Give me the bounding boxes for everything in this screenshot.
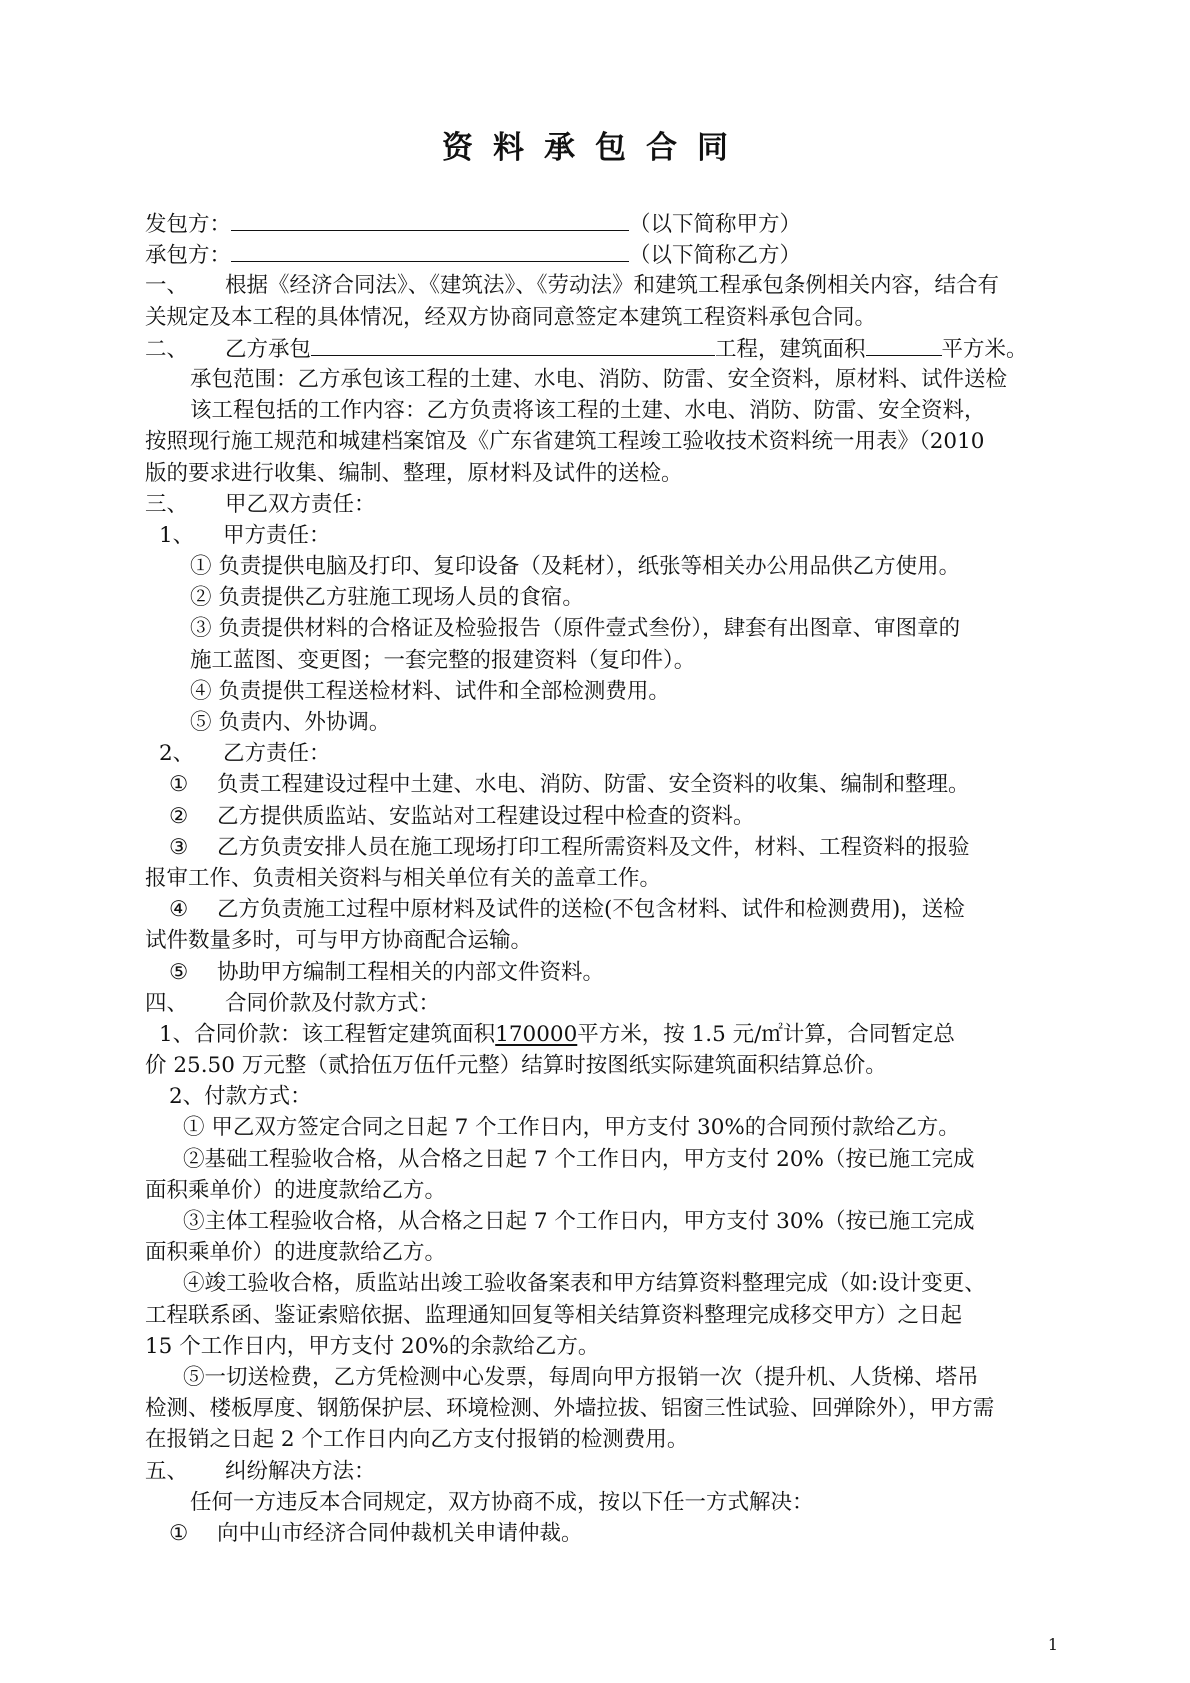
section-5-number: 五、 [145,1458,189,1484]
section-2-number: 二、 [145,336,189,362]
party-b-duty-cont: 试件数量多时，可与甲方协商配合运输。 [145,928,533,954]
payment-item-3-cont: 面积乘单价）的进度款给乙方。 [145,1240,447,1266]
section-1-cont: 关规定及本工程的具体情况，经双方协商同意签定本建筑工程资料承包合同。 [145,304,877,330]
item-marker: ① [169,1520,189,1546]
party-b-duty-heading [145,738,1063,769]
contract-price-text-a: 1、合同价款：该工程暂定建筑面积 [159,1021,496,1047]
payment-item-4-cont: 15 个工作日内，甲方支付 20%的余款给乙方。 [145,1333,600,1359]
work-line-1: 该工程包括的工作内容：乙方负责将该工程的土建、水电、消防、防雷、安全资料， [190,398,986,424]
payment-item-4-cont: 工程联系函、鉴证索赔依据、监理通知回复等相关结算资料整理完成移交甲方）之日起 [145,1302,963,1328]
item-text: 向中山市经济合同仲裁机关申请仲裁。 [217,1520,583,1546]
party-a-duty-item: ① 负责提供电脑及打印、复印设备（及耗材），纸张等相关办公用品供乙方使用。 [190,554,961,580]
payment-item-4: ④竣工验收合格，质监站出竣工验收备案表和甲方结算资料整理完成（如:设计变更、 [183,1271,986,1297]
party-b-duty-item [145,894,1063,925]
party-b-duty-item [145,801,1063,832]
work-line-2: 按照现行施工规范和城建档案馆及《广东省建筑工程竣工验收技术资料统一用表》（2010 [145,429,985,455]
item-marker: ③ [169,834,189,860]
party-a-duty-item: ④ 负责提供工程送检材料、试件和全部检测费用。 [190,678,670,704]
payment-item-5-cont: 在报销之日起 2 个工作日内向乙方支付报销的检测费用。 [145,1427,689,1453]
section-1-text: 根据《经济合同法》、《建筑法》、《劳动法》和建筑工程承包条例相关内容，结合有 [225,273,1000,299]
area-blank [866,333,942,356]
section-5-line [145,1456,1063,1487]
party-b-label: 承包方： [145,243,232,269]
work-line-3: 版的要求进行收集、编制、整理，原材料及试件的送检。 [145,460,683,486]
party-b-duty-number: 2、 [159,741,195,767]
page-number: 1 [1047,1635,1058,1654]
party-a-duty-title: 甲方责任： [223,522,331,548]
contract-price-cont: 价 25.50 万元整（贰拾伍万伍仟元整）结算时按图纸实际建筑面积结算总价。 [145,1053,887,1079]
dispute-text: 任何一方违反本合同规定，双方协商不成，按以下任一方式解决： [190,1489,814,1515]
item-text: 乙方负责施工过程中原材料及试件的送检(不包含材料、试件和检测费用)，送检 [217,897,965,923]
payment-method-heading: 2、付款方式： [169,1084,312,1110]
document-title: 资料承包合同 [442,130,748,166]
section-4-number: 四、 [145,990,189,1016]
contract-area-value: 170000 [495,1021,578,1047]
project-name-blank [311,333,715,356]
contract-price-text-b: 平方米，按 1.5 元/㎡计算，合同暂定总 [577,1021,955,1047]
item-text: 协助甲方编制工程相关的内部文件资料。 [217,959,605,985]
contract-body [145,208,1063,1549]
section-3-title: 甲乙双方责任： [225,491,376,517]
contract-price-line [145,1019,1063,1050]
party-a-line [145,208,1063,239]
party-a-duty-item: ⑤ 负责内、外协调。 [190,710,391,735]
section-4-title: 合同价款及付款方式： [225,990,441,1016]
payment-item-5-cont: 检测、楼板厚度、钢筋保护层、环境检测、外墙拉拔、铝窗三性试验、回弹除外），甲方需 [145,1396,995,1422]
section-2-text-a: 乙方承包 [225,336,312,362]
party-a-blank [231,208,629,231]
section-3-number: 三、 [145,491,189,517]
dispute-item [145,1518,1063,1549]
party-b-line [145,239,1063,270]
party-a-duty-item: 施工蓝图、变更图；一套完整的报建资料（复印件）。 [190,647,696,673]
party-a-duty-item: ③ 负责提供材料的合格证及检验报告（原件壹式叁份），肆套有出图章、审图章的 [190,616,961,642]
section-2-line [145,333,1063,364]
section-2-text-c: 平方米。 [941,336,1028,362]
item-text: 负责工程建设过程中土建、水电、消防、防雷、安全资料的收集、编制和整理。 [217,772,970,798]
section-1-number: 一、 [145,273,189,299]
party-b-blank [231,239,629,262]
party-a-duty-heading [145,520,1063,551]
payment-item-1: ① 甲乙双方签定合同之日起 7 个工作日内，甲方支付 30%的合同预付款给乙方。 [183,1115,960,1141]
party-b-duty-cont: 报审工作、负责相关资料与相关单位有关的盖章工作。 [145,865,662,891]
payment-item-5: ⑤一切送检费，乙方凭检测中心发票，每周向甲方报销一次（提升机、人货梯、塔吊 [183,1364,979,1390]
party-b-duty-item [145,769,1063,800]
item-marker: ② [169,803,189,829]
payment-item-2: ②基础工程验收合格，从合格之日起 7 个工作日内，甲方支付 20%（按已施工完成 [183,1146,975,1172]
section-1-line [145,270,1063,301]
item-text: 乙方负责安排人员在施工现场打印工程所需资料及文件，材料、工程资料的报验 [217,834,970,860]
payment-item-2-cont: 面积乘单价）的进度款给乙方。 [145,1177,447,1203]
item-marker: ① [169,772,189,798]
party-a-note: （以下简称甲方） [629,212,802,237]
section-4-line [145,988,1063,1019]
section-3-line [145,489,1063,520]
scope-line: 承包范围：乙方承包该工程的土建、水电、消防、防雷、安全资料，原材料、试件送检 [190,366,1008,392]
party-b-note: （以下简称乙方） [629,243,802,269]
party-a-duty-number: 1、 [159,522,195,548]
section-5-title: 纠纷解决方法： [225,1458,376,1484]
item-text: 乙方提供质监站、安监站对工程建设过程中检查的资料。 [217,803,755,829]
party-b-duty-item [145,832,1063,863]
item-marker: ⑤ [169,959,189,985]
item-marker: ④ [169,897,189,923]
party-b-duty-item [145,957,1063,988]
party-b-duty-title: 乙方责任： [223,741,331,767]
section-2-text-b: 工程，建筑面积 [715,336,866,362]
party-a-duty-item: ② 负责提供乙方驻施工现场人员的食宿。 [190,585,584,611]
party-a-label: 发包方： [145,212,232,237]
payment-item-3: ③主体工程验收合格，从合格之日起 7 个工作日内，甲方支付 30%（按已施工完成 [183,1209,975,1234]
